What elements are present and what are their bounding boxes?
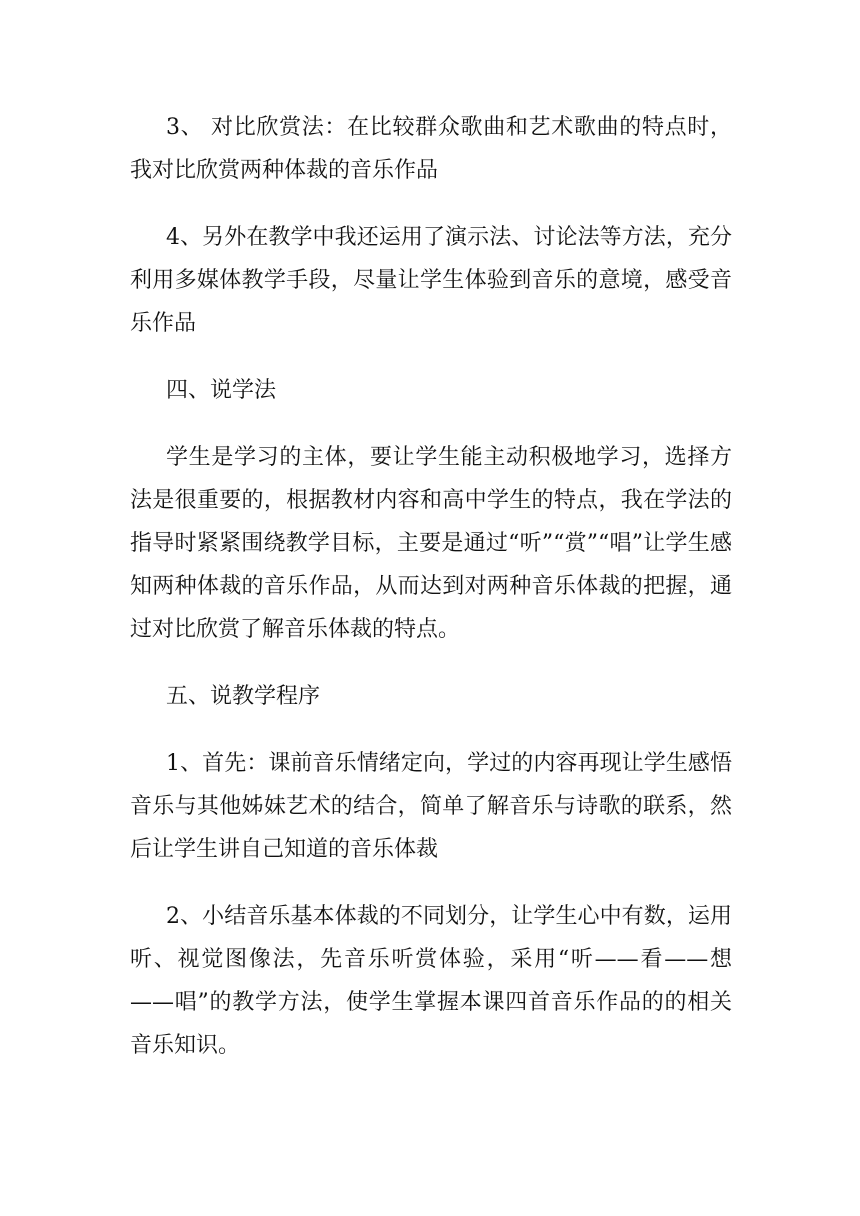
- document-body: [130, 106, 732, 1091]
- section-heading-teaching-procedure: 五、说教学程序: [166, 684, 321, 709]
- paragraph-contrast-appreciation: 3、 对比欣赏法：在比较群众歌曲和艺术歌曲的特点时，我对比欣赏两种体裁的音乐作品: [130, 115, 732, 183]
- paragraph-other-methods: 4、另外在教学中我还运用了演示法、讨论法等方法，充分利用多媒体教学手段，尽量让学生体验到音乐的意境，感受音乐作品: [130, 225, 732, 336]
- paragraph-learning-methods: 学生是学习的主体，要让学生能主动积极地学习，选择方法是很重要的，根据教材内容和高中学生的特点，我在学法的指导时紧紧围绕教学目标，主要是通过“听”“赏”“唱”让学生感知两种体裁的音乐作品，从而达到对两种音乐体裁的把握，通过对比欣赏了解音乐体裁的特点。: [130, 445, 732, 642]
- section-heading-learning-methods: 四、说学法: [166, 378, 277, 403]
- paragraph-procedure-step-1: 1、首先：课前音乐情绪定向，学过的内容再现让学生感悟音乐与其他姊妹艺术的结合，简单了解音乐与诗歌的联系，然后让学生讲自己知道的音乐体裁: [130, 751, 732, 862]
- paragraph-procedure-step-2: 2、小结音乐基本体裁的不同划分，让学生心中有数，运用听、视觉图像法，先音乐听赏体验，采用“听——看——想——唱”的教学方法，使学生掌握本课四首音乐作品的的相关音乐知识。: [130, 904, 732, 1058]
